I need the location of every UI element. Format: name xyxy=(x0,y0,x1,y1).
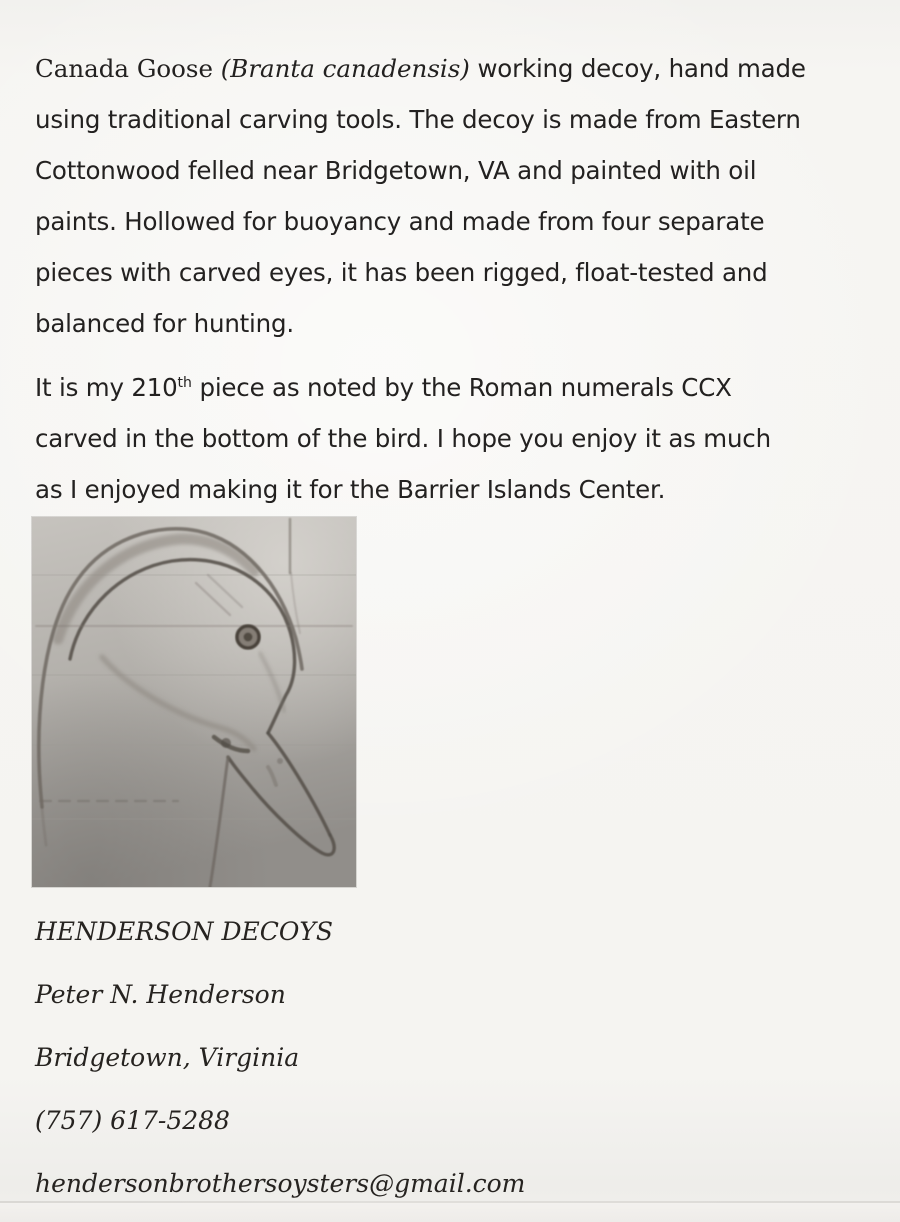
description-paragraph xyxy=(35,43,806,349)
text-run: working decoy, hand made xyxy=(469,54,806,83)
owner-name: Peter N. Henderson xyxy=(35,980,286,1009)
text-line: using traditional carving tools. The decoy is made from Eastern xyxy=(35,105,801,134)
text-run: It is my 210 xyxy=(35,373,178,402)
text-line xyxy=(35,358,771,413)
species-latin-name: (Branta canadensis) xyxy=(220,54,470,83)
page-bottom-edge xyxy=(0,1203,900,1222)
goose-eye xyxy=(237,626,259,648)
company-name: HENDERSON DECOYS xyxy=(35,917,334,946)
goose-head-sketch xyxy=(32,517,356,887)
text-line: as I enjoyed making it for the Barrier Islands Center. xyxy=(35,475,666,504)
text-line: pieces with carved eyes, it has been rigged, float-tested and xyxy=(35,258,768,287)
text-line: paints. Hollowed for buoyancy and made from four separate xyxy=(35,207,765,236)
provenance-paragraph xyxy=(35,358,771,515)
email-address: hendersonbrothersoysters@gmail.com xyxy=(35,1169,526,1198)
phone-number: (757) 617-5288 xyxy=(35,1106,230,1135)
text-run: piece as noted by the Roman numerals CCX xyxy=(191,373,732,402)
species-common-name: Canada Goose xyxy=(35,54,221,83)
text-line: carved in the bottom of the bird. I hope you enjoy it as much xyxy=(35,424,771,453)
location: Bridgetown, Virginia xyxy=(35,1043,300,1072)
goose-sketch-photo xyxy=(32,517,356,887)
text-line: Cottonwood felled near Bridgetown, VA and painted with oil xyxy=(35,156,757,185)
text-line: balanced for hunting. xyxy=(35,309,294,338)
ordinal-superscript: th xyxy=(177,375,192,391)
contact-block xyxy=(35,912,525,1222)
text-line xyxy=(35,43,806,94)
